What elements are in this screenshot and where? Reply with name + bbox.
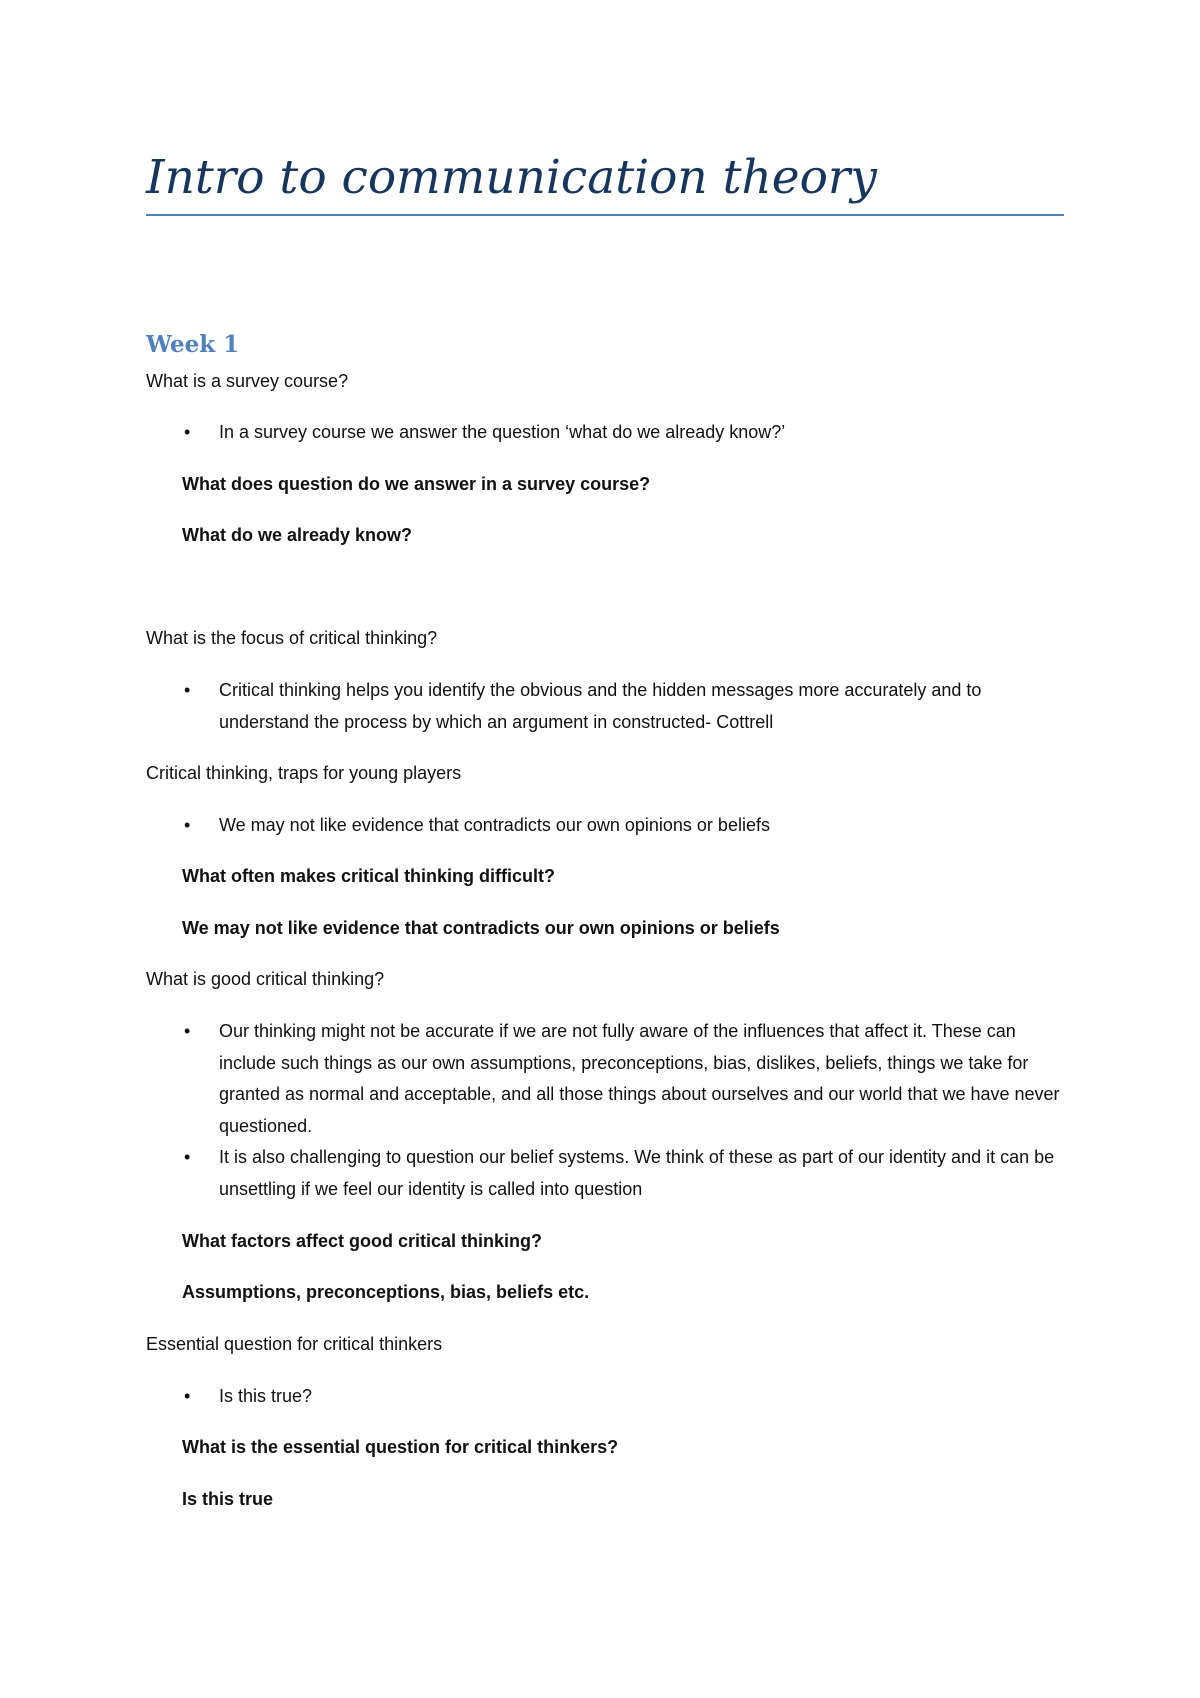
- flashcard-question: What often makes critical thinking difficult?: [182, 866, 556, 886]
- section-question: Critical thinking, traps for young players: [146, 763, 462, 783]
- flashcard-question: What is the essential question for critical thinkers?: [182, 1437, 619, 1457]
- bullet-icon: •: [184, 1386, 191, 1406]
- bullet-icon: •: [184, 815, 191, 835]
- bullet-text: It is also challenging to question our belief systems. We think of these as part of our identity and it can be unsettling if we feel our identity is called into question: [219, 1147, 1055, 1199]
- bullet-text: Critical thinking helps you identify the obvious and the hidden messages more accurately and to understand the process by which an argument in constructed- Cottrell: [219, 680, 982, 732]
- bullet-text: Our thinking might not be accurate if we are not fully aware of the influences that affect it. These can include such things as our own assumptions, preconceptions, bias, dislikes, beliefs, things we take for granted as normal and acceptable, and all those things about ourselves and our world that we have never questioned.: [219, 1021, 1060, 1136]
- section-question: What is good critical thinking?: [146, 969, 385, 989]
- flashcard-answer: What do we already know?: [182, 525, 413, 545]
- bullet-icon: •: [184, 1147, 191, 1167]
- section-question: Essential question for critical thinkers: [146, 1334, 443, 1354]
- bullet-icon: •: [184, 422, 191, 442]
- document-page: [146, 0, 1064, 1698]
- flashcard-question: What does question do we answer in a survey course?: [182, 474, 651, 494]
- flashcard-answer: Is this true: [182, 1489, 274, 1509]
- section-question: What is a survey course?: [146, 371, 349, 391]
- week-heading: Week 1: [146, 331, 240, 358]
- bullet-text: Is this true?: [219, 1386, 313, 1406]
- title-underline: [146, 214, 1064, 216]
- flashcard-answer: We may not like evidence that contradicts our own opinions or beliefs: [182, 918, 780, 938]
- flashcard-question: What factors affect good critical thinking?: [182, 1231, 543, 1251]
- bullet-icon: •: [184, 680, 191, 700]
- flashcard-answer: Assumptions, preconceptions, bias, beliefs etc.: [182, 1282, 590, 1302]
- document-title: Intro to communication theory: [146, 150, 877, 205]
- bullet-text: In a survey course we answer the question ‘what do we already know?’: [219, 422, 786, 442]
- bullet-icon: •: [184, 1021, 191, 1041]
- bullet-text: We may not like evidence that contradicts our own opinions or beliefs: [219, 815, 770, 835]
- section-question: What is the focus of critical thinking?: [146, 628, 438, 648]
